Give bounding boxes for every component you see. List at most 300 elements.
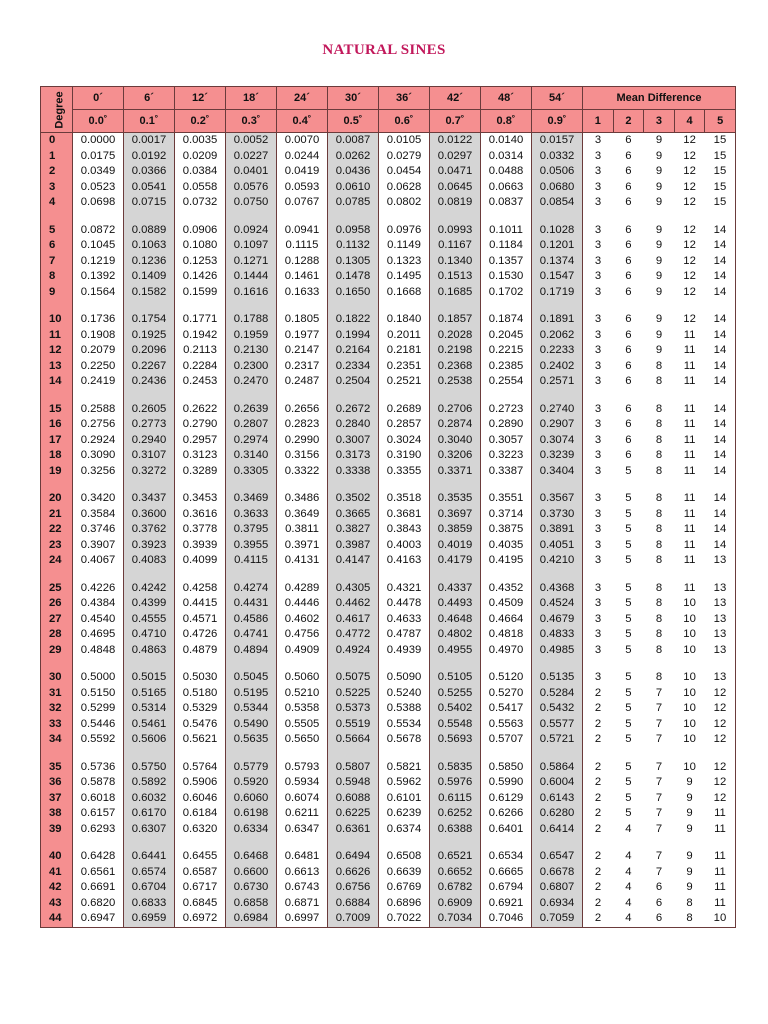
sine-value-cell: 0.4924 bbox=[328, 643, 379, 659]
sine-value-cell: 0.6198 bbox=[226, 806, 277, 822]
sine-value-cell: 0.0070 bbox=[277, 133, 328, 149]
sine-value-cell: 0.1685 bbox=[430, 285, 481, 301]
sine-value-cell: 0.2453 bbox=[175, 374, 226, 390]
degree-column-header bbox=[41, 87, 73, 133]
degree-cell: 40 bbox=[41, 849, 73, 865]
sine-value-cell: 0.2940 bbox=[124, 433, 175, 449]
sine-value-cell: 0.6129 bbox=[481, 791, 532, 807]
sine-value-cell: 0.5563 bbox=[481, 717, 532, 733]
mean-difference-cell: 5 bbox=[625, 538, 632, 551]
sine-value-cell: 0.2250 bbox=[73, 359, 124, 375]
sine-value-cell: 0.2028 bbox=[430, 328, 481, 344]
table-row bbox=[41, 670, 736, 686]
mean-difference-cell: 15 bbox=[705, 180, 736, 196]
sine-value-cell: 0.4147 bbox=[328, 553, 379, 569]
mean-difference-cell: 14 bbox=[705, 328, 736, 344]
sine-value-cell: 0.3923 bbox=[124, 538, 175, 554]
table-row bbox=[41, 822, 736, 838]
sine-value-cell: 0.4970 bbox=[481, 643, 532, 659]
mean-difference-cell: 11 bbox=[705, 822, 736, 838]
sine-value-cell: 0.5807 bbox=[328, 760, 379, 776]
mean-difference-cell: 6 bbox=[625, 375, 632, 388]
sine-value-cell: 0.1650 bbox=[328, 285, 379, 301]
sine-value-cell: 0.6782 bbox=[430, 880, 481, 896]
mean-difference-cell: 8 bbox=[655, 671, 663, 684]
mean-difference-cell: 9 bbox=[686, 807, 693, 820]
mean-difference-cell: 6 bbox=[655, 896, 663, 909]
sine-value-cell: 0.4787 bbox=[379, 627, 430, 643]
degree-cell: 27 bbox=[41, 612, 73, 628]
mean-difference-cell: 5 bbox=[625, 597, 632, 610]
sine-value-cell: 0.2062 bbox=[532, 328, 583, 344]
mean-difference-cell: 6 bbox=[625, 344, 632, 357]
mean-difference-cell: 5 bbox=[625, 464, 632, 477]
sine-value-cell: 0.3649 bbox=[277, 507, 328, 523]
sine-value-cell: 0.0140 bbox=[481, 133, 532, 149]
sine-value-cell: 0.5195 bbox=[226, 686, 277, 702]
sine-value-cell: 0.6225 bbox=[328, 806, 379, 822]
sine-value-cell: 0.6756 bbox=[328, 880, 379, 896]
sine-value-cell: 0.6239 bbox=[379, 806, 430, 822]
sine-value-cell: 0.6157 bbox=[73, 806, 124, 822]
sine-value-cell: 0.5519 bbox=[328, 717, 379, 733]
table-row bbox=[41, 596, 736, 612]
sine-value-cell: 0.0872 bbox=[73, 223, 124, 239]
sine-value-cell: 0.2267 bbox=[124, 359, 175, 375]
mean-difference-cell: 14 bbox=[705, 522, 736, 538]
sine-value-cell: 0.1582 bbox=[124, 285, 175, 301]
sine-value-cell: 0.3123 bbox=[175, 448, 226, 464]
sine-value-cell: 0.2689 bbox=[379, 402, 430, 418]
sine-value-cell: 0.0366 bbox=[124, 164, 175, 180]
sine-value-cell: 0.4019 bbox=[430, 538, 481, 554]
decimal-degree-header: 0.3˚ bbox=[226, 110, 277, 133]
sine-value-cell: 0.6428 bbox=[73, 849, 124, 865]
sine-value-cell: 0.6984 bbox=[226, 911, 277, 927]
sine-value-cell: 0.6060 bbox=[226, 791, 277, 807]
sine-value-cell: 0.5920 bbox=[226, 775, 277, 791]
minute-header: 12´ bbox=[175, 87, 226, 110]
sine-value-cell: 0.5000 bbox=[73, 670, 124, 686]
mean-difference-cell: 6 bbox=[625, 285, 632, 298]
decimal-degree-header: 0.1˚ bbox=[124, 110, 175, 133]
sine-value-cell: 0.6769 bbox=[379, 880, 430, 896]
sine-value-cell: 0.6587 bbox=[175, 865, 226, 881]
degree-cell: 10 bbox=[41, 312, 73, 328]
table-row bbox=[41, 417, 736, 433]
mean-difference-cell: 5 bbox=[625, 523, 632, 536]
mean-difference-cell: 6 bbox=[625, 449, 632, 462]
sine-value-cell: 0.1011 bbox=[481, 223, 532, 239]
table-row bbox=[41, 849, 736, 865]
sine-value-cell: 0.6508 bbox=[379, 849, 430, 865]
sine-value-cell: 0.6807 bbox=[532, 880, 583, 896]
sine-value-cell: 0.2096 bbox=[124, 343, 175, 359]
sine-value-cell: 0.2045 bbox=[481, 328, 532, 344]
sine-value-cell: 0.6820 bbox=[73, 896, 124, 912]
degree-cell: 16 bbox=[41, 417, 73, 433]
sine-value-cell: 0.0122 bbox=[430, 133, 481, 149]
mean-difference-cell: 7 bbox=[655, 822, 663, 835]
sine-value-cell: 0.1288 bbox=[277, 254, 328, 270]
mean-difference-cell: 6 bbox=[625, 149, 632, 162]
sine-value-cell: 0.1305 bbox=[328, 254, 379, 270]
sine-value-cell: 0.6414 bbox=[532, 822, 583, 838]
mean-difference-cell: 3 bbox=[583, 448, 614, 464]
sine-value-cell: 0.4955 bbox=[430, 643, 481, 659]
sine-value-cell: 0.0401 bbox=[226, 164, 277, 180]
sine-value-cell: 0.3730 bbox=[532, 507, 583, 523]
mean-difference-cell: 12 bbox=[683, 149, 696, 162]
sine-value-cell: 0.6794 bbox=[481, 880, 532, 896]
sine-value-cell: 0.5165 bbox=[124, 686, 175, 702]
minute-header: 48´ bbox=[481, 87, 532, 110]
sine-value-cell: 0.5135 bbox=[532, 670, 583, 686]
mean-difference-cell: 14 bbox=[705, 238, 736, 254]
sine-value-cell: 0.4524 bbox=[532, 596, 583, 612]
sine-value-cell: 0.4242 bbox=[124, 581, 175, 597]
mean-difference-cell: 6 bbox=[625, 180, 632, 193]
sine-value-cell: 0.4879 bbox=[175, 643, 226, 659]
degree-cell: 38 bbox=[41, 806, 73, 822]
sine-value-cell: 0.5225 bbox=[328, 686, 379, 702]
sine-value-cell: 0.4848 bbox=[73, 643, 124, 659]
degree-cell: 30 bbox=[41, 670, 73, 686]
mean-difference-cell: 14 bbox=[705, 402, 736, 418]
sine-value-cell: 0.6909 bbox=[430, 896, 481, 912]
mean-difference-cell: 2 bbox=[583, 911, 614, 927]
table-row bbox=[41, 791, 736, 807]
mean-difference-cell: 4 bbox=[613, 911, 644, 927]
mean-difference-cell: 15 bbox=[705, 164, 736, 180]
mean-difference-cell: 3 bbox=[583, 149, 614, 165]
degree-cell: 36 bbox=[41, 775, 73, 791]
sine-value-cell: 0.4602 bbox=[277, 612, 328, 628]
degree-cell: 23 bbox=[41, 538, 73, 554]
mean-difference-cell: 9 bbox=[686, 850, 693, 863]
sine-value-cell: 0.5821 bbox=[379, 760, 430, 776]
table-row bbox=[41, 374, 736, 390]
sine-value-cell: 0.2874 bbox=[430, 417, 481, 433]
mean-difference-cell: 5 bbox=[625, 507, 632, 520]
sine-value-cell: 0.3827 bbox=[328, 522, 379, 538]
mean-difference-cell: 6 bbox=[625, 223, 632, 236]
sine-value-cell: 0.0558 bbox=[175, 180, 226, 196]
sine-value-cell: 0.0279 bbox=[379, 149, 430, 165]
mean-difference-cell: 3 bbox=[583, 285, 614, 301]
mean-difference-cell: 5 bbox=[625, 807, 632, 820]
degree-cell: 14 bbox=[41, 374, 73, 390]
mean-difference-cell: 3 bbox=[583, 417, 614, 433]
sine-value-cell: 0.1805 bbox=[277, 312, 328, 328]
sine-value-cell: 0.0244 bbox=[277, 149, 328, 165]
sine-value-cell: 0.2385 bbox=[481, 359, 532, 375]
sine-value-cell: 0.2538 bbox=[430, 374, 481, 390]
sine-value-cell: 0.2790 bbox=[175, 417, 226, 433]
minute-header: 36´ bbox=[379, 87, 430, 110]
degree-cell: 22 bbox=[41, 522, 73, 538]
sine-value-cell: 0.5577 bbox=[532, 717, 583, 733]
sine-value-cell: 0.4083 bbox=[124, 553, 175, 569]
sine-value-cell: 0.5358 bbox=[277, 701, 328, 717]
sine-value-cell: 0.5621 bbox=[175, 732, 226, 748]
mean-difference-cell: 9 bbox=[655, 165, 663, 178]
mean-difference-cell: 3 bbox=[583, 538, 614, 554]
sine-value-cell: 0.3486 bbox=[277, 491, 328, 507]
sine-value-cell: 0.5962 bbox=[379, 775, 430, 791]
mean-difference-cell: 5 bbox=[625, 612, 632, 625]
sine-value-cell: 0.1891 bbox=[532, 312, 583, 328]
mean-difference-cell: 9 bbox=[655, 239, 663, 252]
mean-difference-cell: 3 bbox=[583, 627, 614, 643]
mean-difference-cell: 3 bbox=[583, 670, 614, 686]
mean-difference-cell: 12 bbox=[683, 223, 696, 236]
sine-value-cell: 0.1977 bbox=[277, 328, 328, 344]
degree-cell: 42 bbox=[41, 880, 73, 896]
sine-value-cell: 0.5490 bbox=[226, 717, 277, 733]
mean-difference-cell: 2 bbox=[583, 822, 614, 838]
sine-value-cell: 0.3502 bbox=[328, 491, 379, 507]
mean-difference-cell: 7 bbox=[655, 791, 663, 804]
decimal-degree-header: 0.4˚ bbox=[277, 110, 328, 133]
mean-difference-cell: 13 bbox=[705, 612, 736, 628]
sine-value-cell: 0.2402 bbox=[532, 359, 583, 375]
sine-value-cell: 0.3955 bbox=[226, 538, 277, 554]
sine-value-cell: 0.2571 bbox=[532, 374, 583, 390]
sine-value-cell: 0.4051 bbox=[532, 538, 583, 554]
mean-difference-cell: 8 bbox=[655, 433, 663, 446]
sine-value-cell: 0.1219 bbox=[73, 254, 124, 270]
degree-cell: 11 bbox=[41, 328, 73, 344]
table-row bbox=[41, 254, 736, 270]
table-row bbox=[41, 285, 736, 301]
mean-difference-cell: 3 bbox=[583, 643, 614, 659]
sine-value-cell: 0.6143 bbox=[532, 791, 583, 807]
sine-value-cell: 0.6639 bbox=[379, 865, 430, 881]
mean-difference-cell: 11 bbox=[683, 492, 696, 505]
mean-difference-cell: 14 bbox=[705, 269, 736, 285]
sine-value-cell: 0.5210 bbox=[277, 686, 328, 702]
mean-difference-cell: 9 bbox=[655, 196, 663, 209]
sine-value-cell: 0.3746 bbox=[73, 522, 124, 538]
sine-value-cell: 0.3714 bbox=[481, 507, 532, 523]
table-row bbox=[41, 896, 736, 912]
sine-value-cell: 0.3843 bbox=[379, 522, 430, 538]
mean-difference-cell: 11 bbox=[683, 554, 696, 567]
sine-value-cell: 0.2756 bbox=[73, 417, 124, 433]
mean-difference-cell: 6 bbox=[625, 313, 632, 326]
sine-value-cell: 0.3090 bbox=[73, 448, 124, 464]
mean-difference-cell: 13 bbox=[705, 596, 736, 612]
sine-value-cell: 0.4431 bbox=[226, 596, 277, 612]
sine-value-cell: 0.1994 bbox=[328, 328, 379, 344]
mean-difference-cell: 4 bbox=[625, 850, 632, 863]
mean-difference-cell: 3 bbox=[583, 328, 614, 344]
sine-value-cell: 0.2639 bbox=[226, 402, 277, 418]
group-spacer bbox=[41, 300, 736, 312]
degree-cell: 25 bbox=[41, 581, 73, 597]
sine-value-cell: 0.5299 bbox=[73, 701, 124, 717]
decimal-degree-header: 0.2˚ bbox=[175, 110, 226, 133]
group-spacer bbox=[41, 390, 736, 402]
mean-difference-cell: 9 bbox=[655, 328, 663, 341]
degree-cell: 6 bbox=[41, 238, 73, 254]
sine-value-cell: 0.2470 bbox=[226, 374, 277, 390]
group-spacer bbox=[41, 479, 736, 491]
sine-value-cell: 0.6184 bbox=[175, 806, 226, 822]
mean-difference-cell: 11 bbox=[705, 880, 736, 896]
mean-difference-cell: 6 bbox=[644, 911, 675, 927]
mean-difference-cell: 5 bbox=[625, 671, 632, 684]
mean-difference-cell: 3 bbox=[583, 312, 614, 328]
table-row bbox=[41, 359, 736, 375]
sine-value-cell: 0.0419 bbox=[277, 164, 328, 180]
mean-difference-cell: 10 bbox=[683, 612, 696, 625]
sine-value-cell: 0.4478 bbox=[379, 596, 430, 612]
mean-difference-cell: 8 bbox=[655, 538, 663, 551]
mean-difference-cell: 11 bbox=[683, 344, 696, 357]
minute-header: 24´ bbox=[277, 87, 328, 110]
sine-value-cell: 0.4863 bbox=[124, 643, 175, 659]
sine-value-cell: 0.3762 bbox=[124, 522, 175, 538]
degree-cell: 1 bbox=[41, 149, 73, 165]
sine-value-cell: 0.1719 bbox=[532, 285, 583, 301]
mean-difference-cell: 8 bbox=[655, 643, 663, 656]
sine-value-cell: 0.4493 bbox=[430, 596, 481, 612]
sine-value-cell: 0.3239 bbox=[532, 448, 583, 464]
decimal-degree-header: 0.5˚ bbox=[328, 110, 379, 133]
sine-value-cell: 0.5606 bbox=[124, 732, 175, 748]
mean-difference-cell: 9 bbox=[686, 776, 693, 789]
mean-difference-cell: 3 bbox=[583, 359, 614, 375]
table-row bbox=[41, 880, 736, 896]
mean-difference-cell: 9 bbox=[655, 285, 663, 298]
decimal-degree-header: 0.8˚ bbox=[481, 110, 532, 133]
sine-value-cell: 0.0332 bbox=[532, 149, 583, 165]
sine-value-cell: 0.4399 bbox=[124, 596, 175, 612]
sine-value-cell: 0.1201 bbox=[532, 238, 583, 254]
sine-value-cell: 0.2300 bbox=[226, 359, 277, 375]
sine-value-cell: 0.5664 bbox=[328, 732, 379, 748]
sine-value-cell: 0.0698 bbox=[73, 195, 124, 211]
decimal-degree-header: 0.0˚ bbox=[73, 110, 124, 133]
mean-difference-cell: 9 bbox=[655, 254, 663, 267]
mean-difference-cell: 12 bbox=[683, 285, 696, 298]
sine-value-cell: 0.3074 bbox=[532, 433, 583, 449]
sine-value-cell: 0.3371 bbox=[430, 464, 481, 480]
sine-value-cell: 0.1340 bbox=[430, 254, 481, 270]
sine-value-cell: 0.5045 bbox=[226, 670, 277, 686]
sine-value-cell: 0.1426 bbox=[175, 269, 226, 285]
sine-value-cell: 0.1132 bbox=[328, 238, 379, 254]
sine-value-cell: 0.1080 bbox=[175, 238, 226, 254]
sine-value-cell: 0.6959 bbox=[124, 911, 175, 927]
sine-value-cell: 0.6547 bbox=[532, 849, 583, 865]
mean-difference-cell: 5 bbox=[625, 581, 632, 594]
sine-value-cell: 0.4384 bbox=[73, 596, 124, 612]
sine-value-cell: 0.6997 bbox=[277, 911, 328, 927]
mean-difference-cell: 7 bbox=[655, 733, 663, 746]
sine-value-cell: 0.2622 bbox=[175, 402, 226, 418]
sine-value-cell: 0.5793 bbox=[277, 760, 328, 776]
mean-difference-cell: 6 bbox=[655, 881, 663, 894]
sine-value-cell: 0.6972 bbox=[175, 911, 226, 927]
sine-value-cell: 0.0802 bbox=[379, 195, 430, 211]
table-row bbox=[41, 612, 736, 628]
sine-value-cell: 0.5090 bbox=[379, 670, 430, 686]
sine-value-cell: 0.6032 bbox=[124, 791, 175, 807]
mean-difference-cell: 6 bbox=[625, 402, 632, 415]
sine-value-cell: 0.2436 bbox=[124, 374, 175, 390]
sine-value-cell: 0.4617 bbox=[328, 612, 379, 628]
mean-difference-cell: 3 bbox=[583, 374, 614, 390]
sine-value-cell: 0.1357 bbox=[481, 254, 532, 270]
sine-value-cell: 0.6704 bbox=[124, 880, 175, 896]
minute-header: 42´ bbox=[430, 87, 481, 110]
mean-difference-cell: 14 bbox=[705, 374, 736, 390]
sine-value-cell: 0.3322 bbox=[277, 464, 328, 480]
mean-difference-cell: 7 bbox=[655, 686, 663, 699]
sine-value-cell: 0.0087 bbox=[328, 133, 379, 149]
sine-value-cell: 0.5060 bbox=[277, 670, 328, 686]
mean-difference-cell: 5 bbox=[625, 643, 632, 656]
minute-header: 6´ bbox=[124, 87, 175, 110]
mean-difference-cell: 3 bbox=[583, 269, 614, 285]
mean-difference-cell: 14 bbox=[705, 433, 736, 449]
sine-value-cell: 0.5850 bbox=[481, 760, 532, 776]
sine-value-cell: 0.1771 bbox=[175, 312, 226, 328]
mean-difference-cell: 10 bbox=[683, 686, 696, 699]
mean-difference-cell: 11 bbox=[705, 806, 736, 822]
mean-difference-cell: 3 bbox=[583, 464, 614, 480]
sine-value-cell: 0.4337 bbox=[430, 581, 481, 597]
sine-value-cell: 0.2113 bbox=[175, 343, 226, 359]
sine-value-cell: 0.4179 bbox=[430, 553, 481, 569]
table-row bbox=[41, 732, 736, 748]
sine-value-cell: 0.3584 bbox=[73, 507, 124, 523]
sine-value-cell: 0.0993 bbox=[430, 223, 481, 239]
sine-value-cell: 0.6170 bbox=[124, 806, 175, 822]
sine-value-cell: 0.3404 bbox=[532, 464, 583, 480]
sine-value-cell: 0.4321 bbox=[379, 581, 430, 597]
group-spacer bbox=[41, 658, 736, 670]
sine-value-cell: 0.1874 bbox=[481, 312, 532, 328]
sine-value-cell: 0.0017 bbox=[124, 133, 175, 149]
sine-value-cell: 0.0349 bbox=[73, 164, 124, 180]
sine-value-cell: 0.6018 bbox=[73, 791, 124, 807]
sine-value-cell: 0.5120 bbox=[481, 670, 532, 686]
sine-value-cell: 0.6347 bbox=[277, 822, 328, 838]
sine-value-cell: 0.2672 bbox=[328, 402, 379, 418]
sine-value-cell: 0.4035 bbox=[481, 538, 532, 554]
sine-value-cell: 0.0610 bbox=[328, 180, 379, 196]
mean-difference-cell: 11 bbox=[683, 523, 696, 536]
sine-value-cell: 0.5015 bbox=[124, 670, 175, 686]
mean-difference-cell: 12 bbox=[683, 196, 696, 209]
sine-value-cell: 0.0471 bbox=[430, 164, 481, 180]
mean-difference-cell: 11 bbox=[683, 418, 696, 431]
sine-value-cell: 0.5534 bbox=[379, 717, 430, 733]
sine-value-cell: 0.0035 bbox=[175, 133, 226, 149]
mean-difference-cell: 9 bbox=[655, 344, 663, 357]
table-row bbox=[41, 195, 736, 211]
degree-cell: 15 bbox=[41, 402, 73, 418]
sine-value-cell: 0.1959 bbox=[226, 328, 277, 344]
sine-value-cell: 0.6947 bbox=[73, 911, 124, 927]
sine-value-cell: 0.6833 bbox=[124, 896, 175, 912]
degree-cell: 7 bbox=[41, 254, 73, 270]
mean-difference-cell: 3 bbox=[583, 596, 614, 612]
